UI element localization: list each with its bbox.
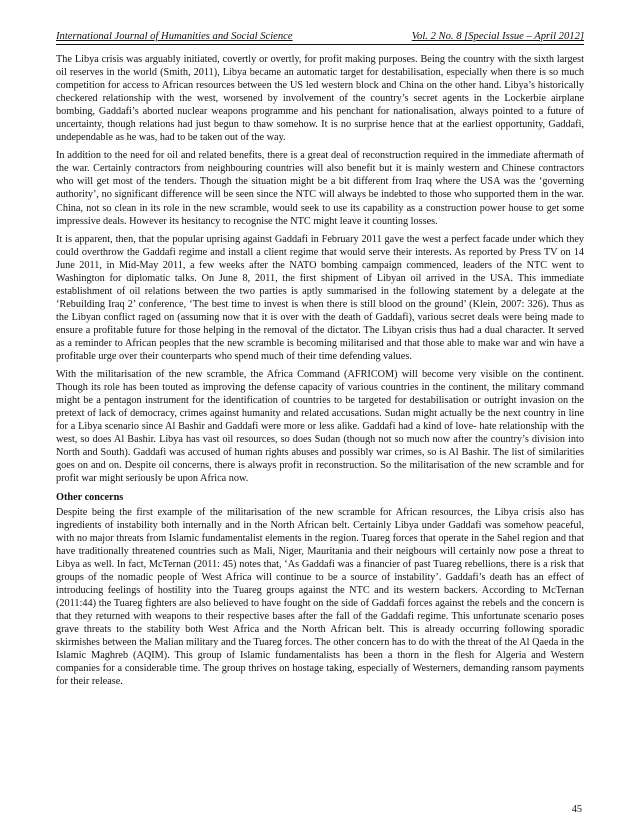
- body-paragraph: It is apparent, then, that the popular uprising against Gaddafi in February 2011 gave the west a perfect facade under which they could overthrow the Gaddafi regime and install a client regime that would serve their interests. As reported by Press TV on 14 June 2011, in Mid-May 2011, a few weeks after the NATO bombing campaign commenced, leaders of the NTC went to Washington for diplomatic talks. On June 8, 2011, the first shipment of Libyan oil arrived in the USA. This immediate establishment of oil relations between the two parties is aptly summarised in the following statement by a delegate at the ‘Rebuilding Iraq 2’ conference, ‘The best time to invest is when there is still blood on the ground’ (Klein, 2007: 326). Thus as the Libyan conflict raged on (assuming now that it is over with the death of Gaddafi), various secret deals were being made to ensure a profitable future for those helping in the removal of the dictator. The Libyan crisis thus had a dual character. It served as a reminder to African peoples that the new scramble is becoming militarised and that those able to make war and win have a profitable urge over their counterparts who spend much of their time defending values.: [56, 233, 584, 363]
- page-number: 45: [571, 804, 582, 815]
- body-paragraph: In addition to the need for oil and related benefits, there is a great deal of reconstruction required in the immediate aftermath of the war. Certainly contractors from neighbouring countries will also benefit but it is mainly western and Chinese contractors who will get most of the tenders. Though the situation might be a bit different from Iraq where the USA was the ‘governing authority’, no significant difference will be seen since the NTC will always be indebted to those who supported them in the war. China, not so clean in its role in the new scramble, would seek to use its capability as a construction power house to get some impressive deals. However its hesitancy to recognise the NTC might leave it counting losses.: [56, 150, 584, 227]
- body-paragraph: The Libya crisis was arguably initiated, covertly or overtly, for profit making purposes. Being the country with the sixth largest oil reserves in the world (Smith, 2011), Libya became an automatic target for destabilisation, especially when there is so much competition for access to African resources between the US led western block and China on the other hand. Libya’s historically checkered relationship with the west, worsened by involvement of the country’s secret agents in the Lockerbie airplane bombing, Gaddafi’s aborted nuclear weapons programme and his penchant for nationalisation, always pointed to a future of uncertainty, though relations had just begun to thaw somehow. It is no surprise hence that at the earliest opportunity, Gaddafi, undependable as he was, had to be taken out of the way.: [56, 54, 584, 144]
- body-paragraph: With the militarisation of the new scramble, the Africa Command (AFRICOM) will become very visible on the continent. Though its role has been touted as improving the defense capacity of various countries in the continent, the military command might be a pentagon instrument for the identification of countries to be targeted for destabilisation or outright invasion on the pretext of lack of democracy, crimes against humanity and related accusations. Sudan might actually be the next country in line for a Libya scenario since Al Bashir and Gaddafi were more or less alike. Gaddafi had a kind of love- hate relationship with the west, so does Al Bashir. Libya has vast oil resources, so does Sudan (though not so much now after the country’s division into North and South). Gaddafi was accused of human rights abuses and possibly war crimes, so is Al Bashir. The list of similarities goes on and on. Despite oil concerns, there is always profit in reconstruction. So the militarisation of the new scramble and for profit war might seriously be upon Africa now.: [56, 369, 584, 485]
- journal-title: International Journal of Humanities and Social Science: [56, 31, 293, 42]
- section-paragraph: Despite being the first example of the militarisation of the new scramble for African resources, the Libya crisis also has ingredients of instability both internally and in the North African belt. Certainly Libya under Gaddafi was somehow peaceful, with no major threats from Islamic fundamentalist elements in the region. Tuareg forces that operate in the Sahel region and that have traditionally threatened countries such as Mali, Niger, Mauritania and their neigbours will certainly now pose a threat to Libya as well. In fact, McTernan (2011: 45) notes that, ‘As Gaddafi was a financier of past Tuareg rebellions, there is a risk that groups of the nomadic people of West Africa will continue to be a source of instability’. Gaddafi’s death has an effect of introducing feelings of hostility into the Tuareg groups against the NTC and its western backers. According to McTernan (2011:44) the Tuareg fighters are also believed to have fought on the side of Gaddafi forces against the rebels and the concern is that they returned with weapons to their respective bases after the fall of the Gaddafi regime. This unfortunate scenario poses grave threats to the stability both West Africa and the North African belt. This is already occurring following sporadic skirmishes between the Malian military and the Tuareg forces. The other concern has to do with the threat of the Al Qaeda in the Islamic Maghreb (AQIM). This group of Islamic fundamentalists has been a thorn in the flesh for Algeria and Western companies for a considerable time. The group thrives on hostage taking, especially of Westerners, demanding ransom payments for their release.: [56, 506, 584, 688]
- issue-info: Vol. 2 No. 8 [Special Issue – April 2012]: [411, 31, 584, 42]
- section-heading: Other concerns: [56, 491, 124, 503]
- running-header: [56, 30, 584, 45]
- article-page: [56, 30, 584, 693]
